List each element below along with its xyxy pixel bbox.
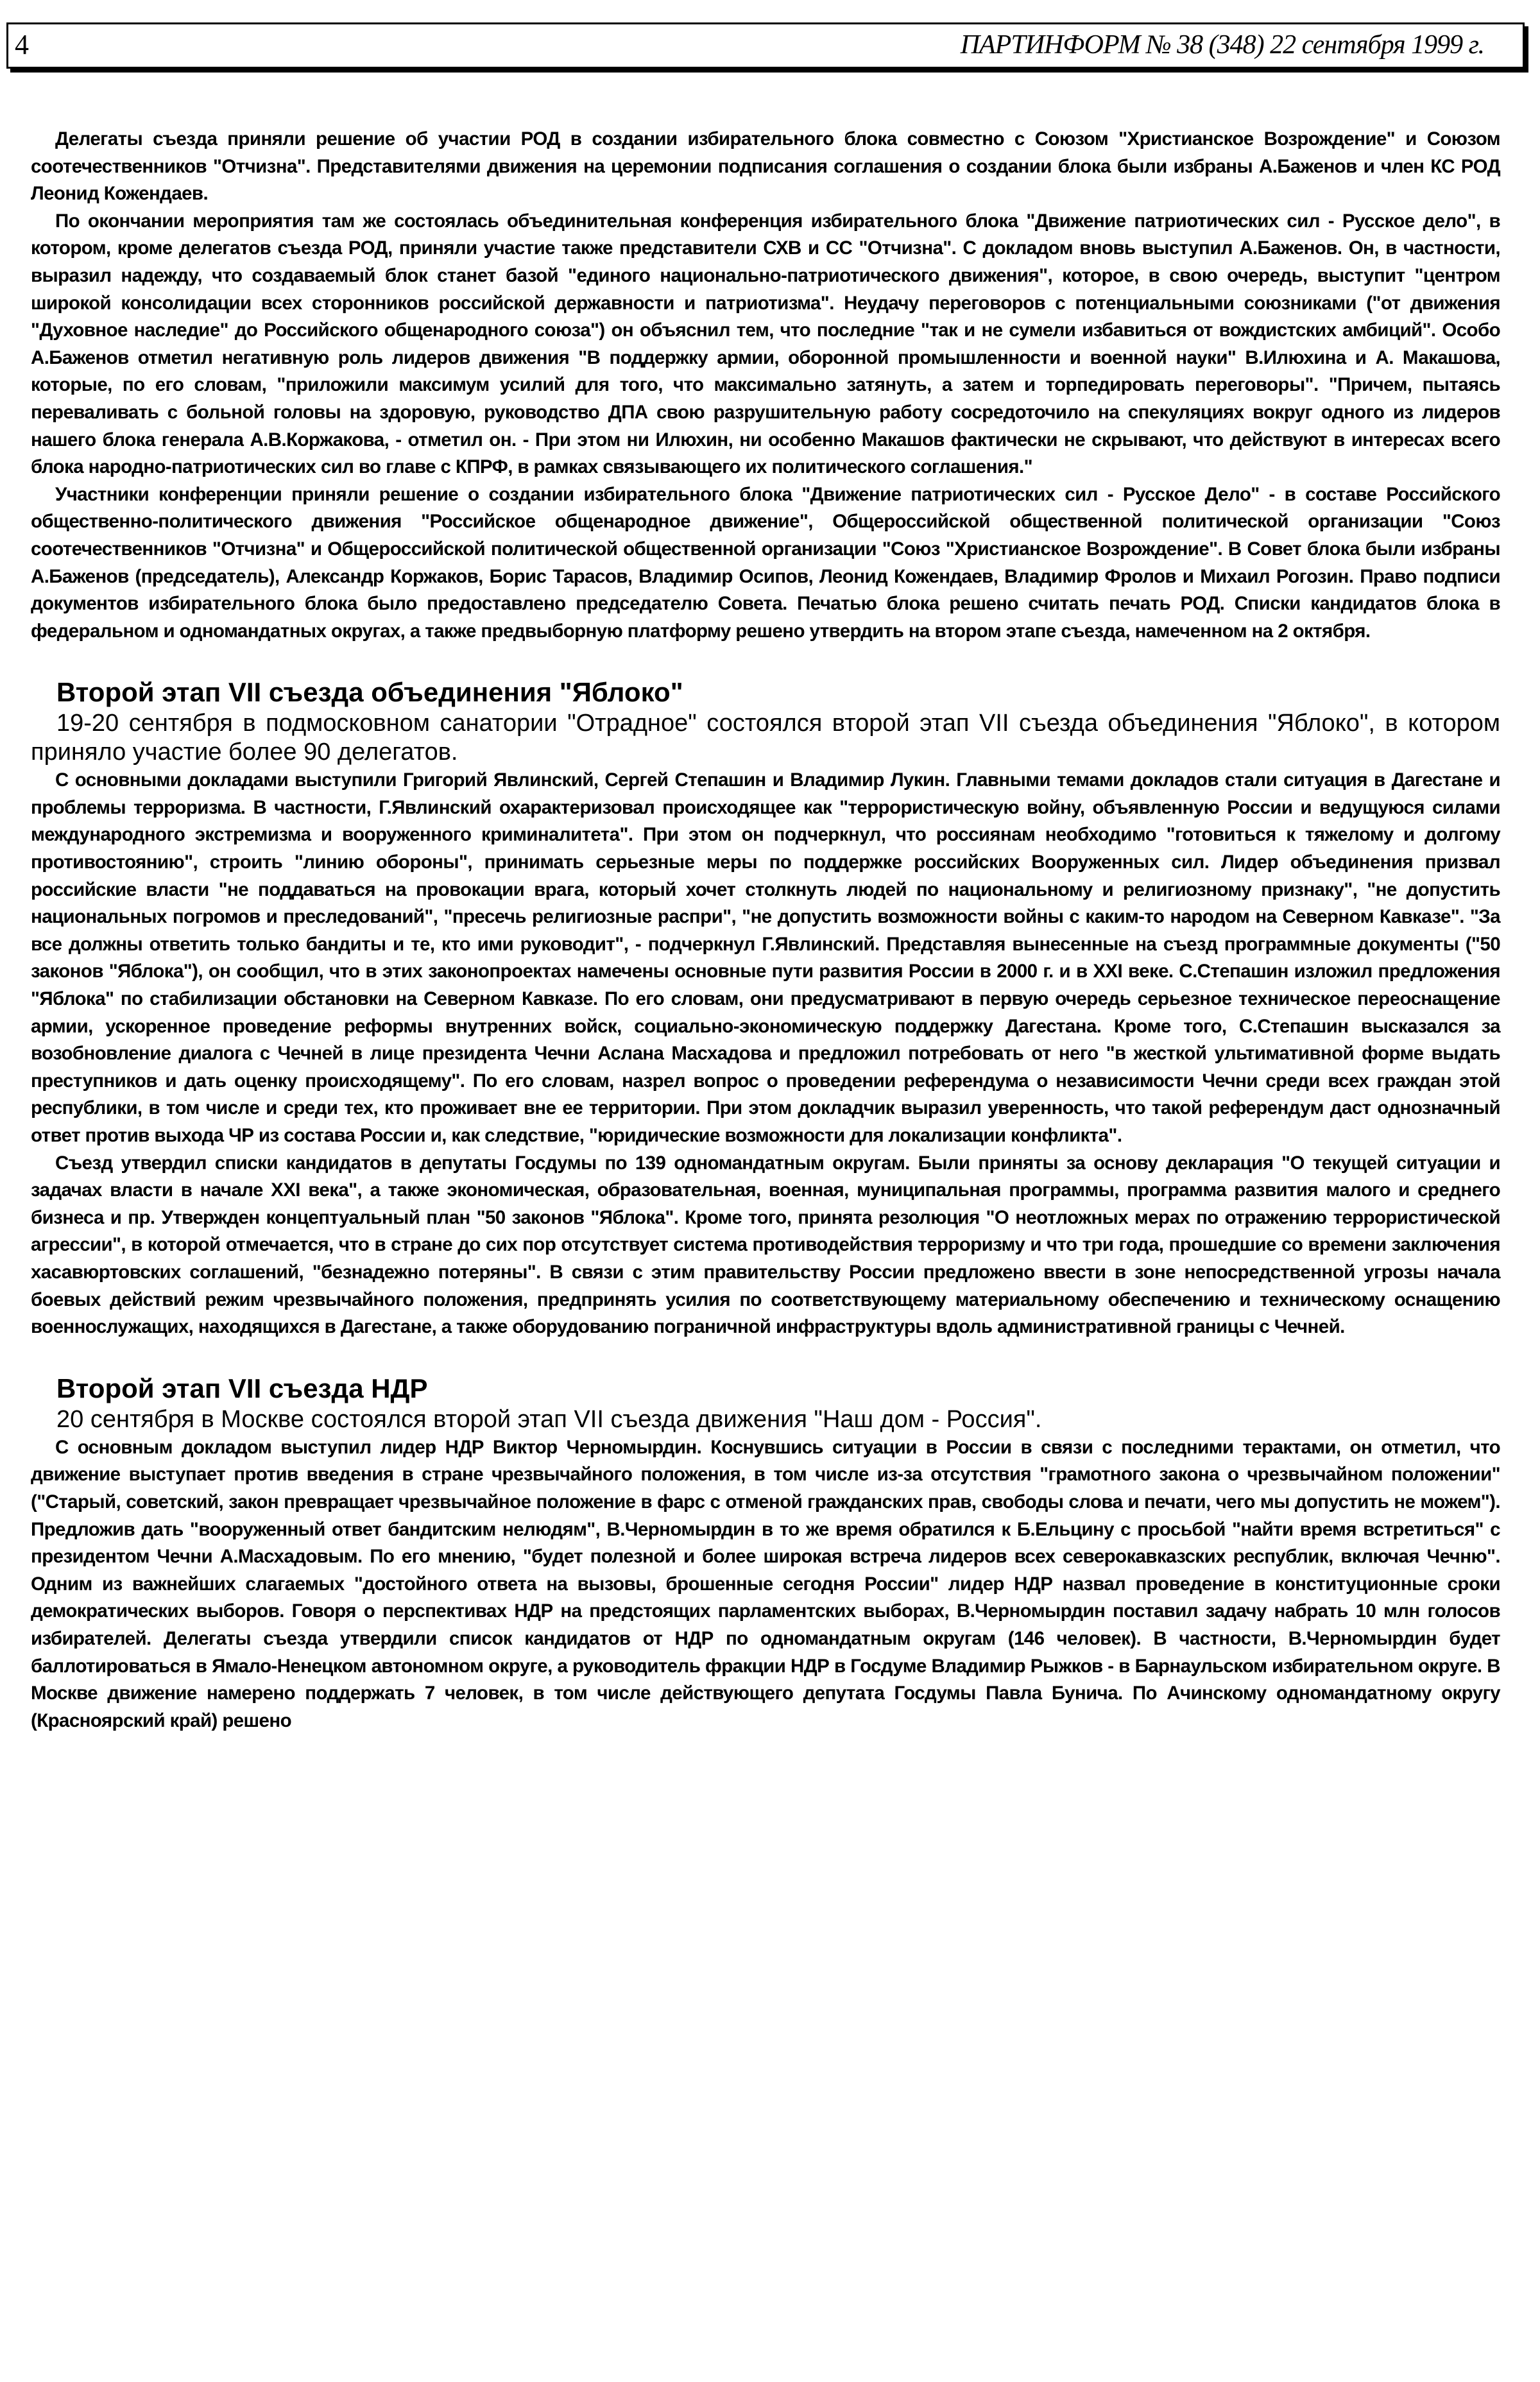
section-lead: 19-20 сентября в подмосковном санатории "Отрадное" состоялся второй этап VII съезда объединения "Яблоко", в котором приняло участие более 90 делегатов.	[31, 710, 1500, 766]
article-body	[31, 126, 1500, 1735]
paragraph: Участники конференции приняли решение о создании избирательного блока "Движение патриотических сил - Русское Дело" - в составе Российского общественно-политического движения "Российское общенародное движение", Общероссийской общественной политической организации "Союз соотечественников "Отчизна" и Общероссийской политической общественной организации "Союз "Христианское Возрождение". В Совет блока были избраны А.Баженов (председатель), Александр Коржаков, Борис Тарасов, Владимир Осипов, Леонид Кожендаев, Владимир Фролов и Михаил Рогозин. Право подписи документов избирательного блока было предоставлено председателю Совета. Печатью блока решено считать печать РОД. Списки кандидатов блока в федеральном и одномандатных округах, а также предвыборную платформу решено утвердить на втором этапе съезда, намеченном на 2 октября.	[31, 483, 1500, 642]
masthead: ПАРТИНФОРМ № 38 (348) 22 сентября 1999 г.	[960, 30, 1484, 60]
paragraph: С основным докладом выступил лидер НДР Виктор Черномырдин. Коснувшись ситуации в России в связи с последними терактами, он отметил, что движение выступает против введения в стране чрезвычайного положения, в том числе из-за отсутствия "грамотного закона о чрезвычайном положении" ("Старый, советский, закон превращает чрезвычайное положение в фарс с отменой гражданских прав, свободы слова и печати, чего мы допустить не можем"). Предложив дать "вооруженный ответ бандитским нелюдям", В.Черномырдин в то же время обратился к Б.Ельцину с просьбой "найти время встретиться" с президентом Чечни А.Масхадовым. По его мнению, "будет полезной и более широкая встреча лидеров всех северокавказских республик, включая Чечню". Одним из важнейших слагаемых "достойного ответа на вызовы, брошенные сегодня России" лидер НДР назвал проведение в конституционные сроки демократических выборов. Говоря о перспективах НДР на предстоящих парламентских выборах, В.Черномырдин поставил задачу набрать 10 млн голосов избирателей. Делегаты съезда утвердили список кандидатов от НДР по одномандатным округам (146 человек). В частности, В.Черномырдин будет баллотироваться в Ямало-Ненецком автономном округе, а руководитель фракции НДР в Госдуме Владимир Рыжков - в Барнаульском избирательном округе. В Москве движение намерено поддержать 7 человек, в том числе действующего депутата Госдумы Павла Бунича. По Ачинскому одномандатному округу (Красноярский край) решено	[31, 1436, 1500, 1731]
section-heading-yabloko: Второй этап VII съезда объединения "Яблоко"	[56, 677, 683, 708]
section-heading-ndr: Второй этап VII съезда НДР	[56, 1373, 428, 1403]
section-lead: 20 сентября в Москве состоялся второй этап VII съезда движения "Наш дом - Россия".	[56, 1405, 1042, 1433]
paragraph: Делегаты съезда приняли решение об участии РОД в создании избирательного блока совместно с Союзом "Христианское Возрождение" и Союзом соотечественников "Отчизна". Представителями движения на церемонии подписания соглашения о создании блока были избраны А.Баженов и член КС РОД Леонид Кожендаев.	[31, 128, 1500, 205]
paragraph: Съезд утвердил списки кандидатов в депутаты Госдумы по 139 одномандатным округам. Были приняты за основу декларация "О текущей ситуации и задачах власти в начале XXI века", а также экономическая, образовательная, военная, муниципальная программы, программа развития малого и среднего бизнеса и пр. Утвержден концептуальный план "50 законов "Яблока". Кроме того, принята резолюция "О неотложных мерах по отражению террористической агрессии", в которой отмечается, что в стране до сих пор отсутствует система противодействия терроризму и что три года, прошедшие со времени заключения хасавюртовских соглашений, "безнадежно потеряны". В связи с этим правительству России предложено ввести в зоне непосредственной угрозы начала боевых действий режим чрезвычайного положения, предпринять усилия по соответствующему материальному обеспечению и техническому оснащению военнослужащих, находящихся в Дагестане, а также оборудованию пограничной инфраструктуры вдоль административной границы с Чечней.	[31, 1152, 1500, 1338]
page-number: 4	[15, 29, 29, 60]
paragraph: С основными докладами выступили Григорий Явлинский, Сергей Степашин и Владимир Лукин. Главными темами докладов стали ситуация в Дагестане и проблемы терроризма. В частности, Г.Явлинский охарактеризовал происходящее как "террористическую войну, объявленную России и ведущуюся силами международного экстремизма и вооруженного криминалитета". При этом он подчеркнул, что россиянам необходимо "готовиться к тяжелому и долгому противостоянию", строить "линию обороны", принимать серьезные меры по поддержке российских Вооруженных сил. Лидер объединения призвал российские власти "не поддаваться на провокации врага, который хочет столкнуть людей по национальному и религиозному признаку", "не допустить национальных погромов и преследований", "пресечь религиозные распри", "не допустить возможности войны с каким-то народом на Северном Кавказе". "За все должны ответить только бандиты и те, кто ими руководит", - подчеркнул Г.Явлинский. Представляя вынесенные на съезд программные документы ("50 законов "Яблока"), он сообщил, что в этих законопроектах намечены основные пути развития России в 2000 г. и в XXI веке. С.Степашин изложил предложения "Яблока" по стабилизации обстановки на Северном Кавказе. По его словам, они предусматривают в первую очередь серьезное техническое переоснащение армии, ускоренное проведение реформы внутренних войск, социально-экономическую поддержку Дагестана. Кроме того, С.Степашин высказался за возобновление диалога с Чечней в лице президента Чечни Аслана Масхадова и предложил потребовать от него "в жесткой ультимативной форме выдать преступников и дать оценку происходящему". По его словам, назрел вопрос о проведении референдума о независимости Чечни среди всех граждан этой республики, в том числе и среди тех, кто проживает вне ее территории. При этом докладчик выразил уверенность, что такой референдум даст однозначный ответ против выхода ЧР из состава России и, как следствие, "юридические возможности для локализации конфликта".	[31, 769, 1500, 1146]
page-header	[6, 22, 1525, 69]
paragraph: По окончании мероприятия там же состоялась объединительная конференция избирательного блока "Движение патриотических сил - Русское дело", в котором, кроме делегатов съезда РОД, приняли участие также представители СХВ и СС "Отчизна". С докладом вновь выступил А.Баженов. Он, в частности, выразил надежду, что создаваемый блок станет базой "единого национально-патриотического движения", которое, в свою очередь, выступит "центром широкой консолидации всех сторонников российской державности и патриотизма". Неудачу переговоров с потенциальными союзниками ("от движения "Духовное наследие" до Российского общенародного союза") он объяснил тем, что последние "так и не сумели избавиться от вождистских амбиций". Особо А.Баженов отметил негативную роль лидеров движения "В поддержку армии, оборонной промышленности и военной науки" В.Илюхина и А. Макашова, которые, по его словам, "приложили максимум усилий для того, что максимально затянуть, а затем и торпедировать переговоры". "Причем, пытаясь переваливать с больной головы на здоровую, руководство ДПА свою разрушительную работу сосредоточило на спекуляциях вокруг одного из лидеров нашего блока генерала А.В.Коржакова, - отметил он. - При этом ни Илюхин, ни особенно Макашов фактически не скрывают, что действуют в интересах всего блока народно-патриотических сил во главе с КПРФ, в рамках связывающего их политического соглашения."	[31, 210, 1500, 478]
